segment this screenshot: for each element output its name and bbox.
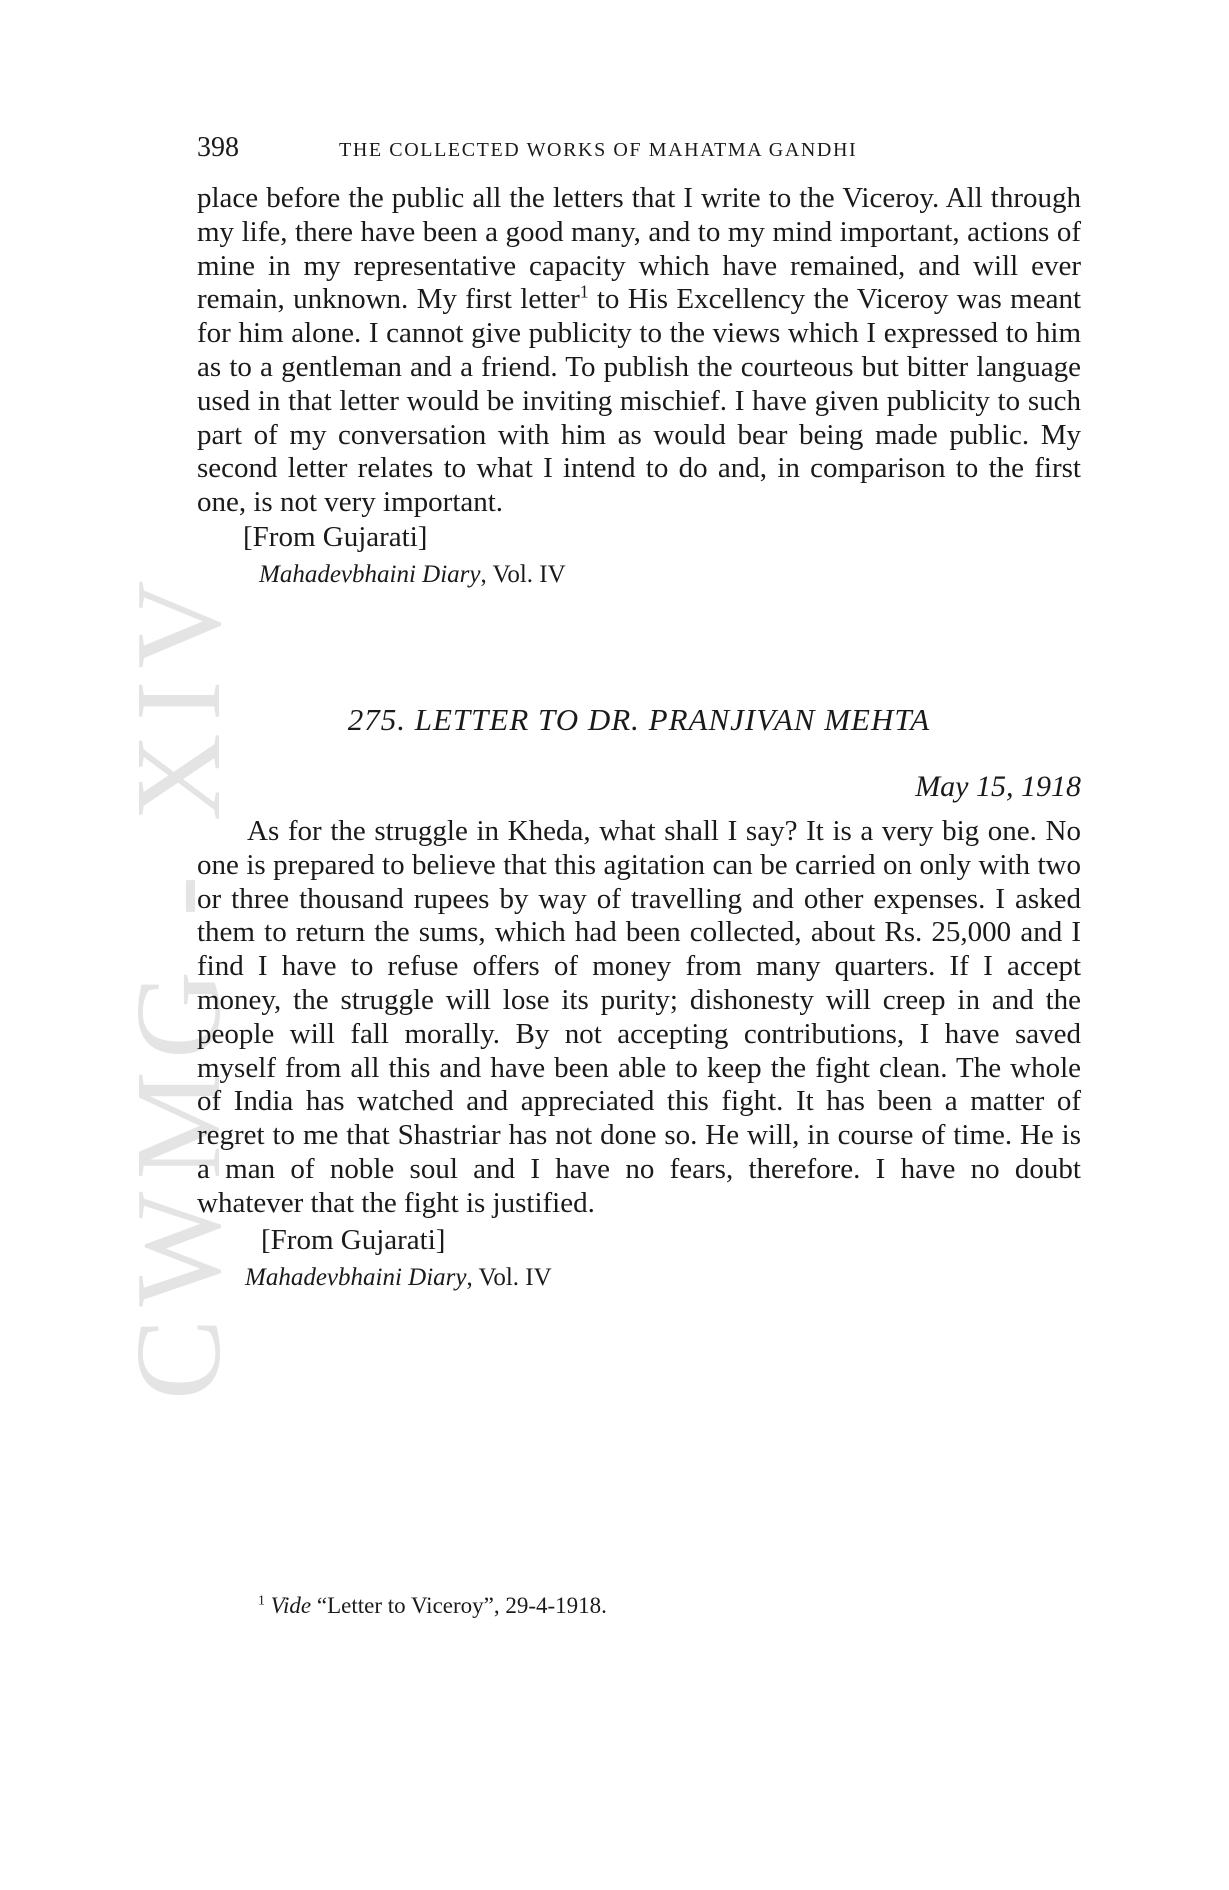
page-number: 398	[197, 132, 239, 163]
watermark: CWMG - XIV	[111, 568, 246, 1400]
letter-section	[197, 815, 1081, 1293]
source-note: [From Gujarati]	[243, 520, 428, 553]
footnote-reference: 1	[579, 281, 589, 302]
citation: Mahadevbhaini Diary, Vol. IV	[259, 560, 566, 588]
running-header	[197, 132, 1081, 166]
letter-body: As for the struggle in Kheda, what shall I say? It is a very big one. No one is prepared to believe that this agitation can be carried on only with two or three thousand rupees by way of travelling and other expenses. I asked them to return the sums, which had been collected, about Rs. 25,000 and I find I have to refuse offers of money from many quarters. If I accept money, the struggle will lose its purity; dishonesty will creep in and the people will fall morally. By not accepting contributions, I have saved myself from all this and have been able to keep the fight clean. The whole of India has watched and appreciated this fight. It has been a matter of regret to me that Shastriar has not done so. He will, in course of time. He is a man of noble soul and I have no fears, therefore. I have no doubt whatever that the fight is justified.	[197, 815, 1081, 1219]
letter-date: May 15, 1918	[915, 770, 1081, 803]
letter-heading: 275. LETTER TO DR. PRANJIVAN MEHTA	[347, 702, 931, 737]
source-note: [From Gujarati]	[261, 1223, 446, 1256]
continuation-paragraph: place before the public all the letters that I write to the Viceroy. All through my life, there have been a good many, and to my mind important, actions of mine in my representative capacity which have remained, and will ever remain, unknown. My first letter$^1$ to His Excellency the Viceroy was meant for him alone. I cannot give publicity to the views which I expressed to him as to a gentleman and a friend. To publish the courteous but bitter language used in that letter would be inviting mischief. I have given publicity to such part of my conversation with him as would bear being made public. My second letter relates to what I intend to do and, in comparison to the first one, is not very important.	[197, 182, 1082, 519]
citation: Mahadevbhaini Diary, Vol. IV	[245, 1263, 552, 1291]
continuation-section	[197, 182, 1081, 590]
running-title: THE COLLECTED WORKS OF MAHATMA GANDHI	[339, 139, 858, 161]
footnote: $^1$ Vide “Letter to Viceroy”, 29-4-1918.	[258, 1592, 607, 1618]
